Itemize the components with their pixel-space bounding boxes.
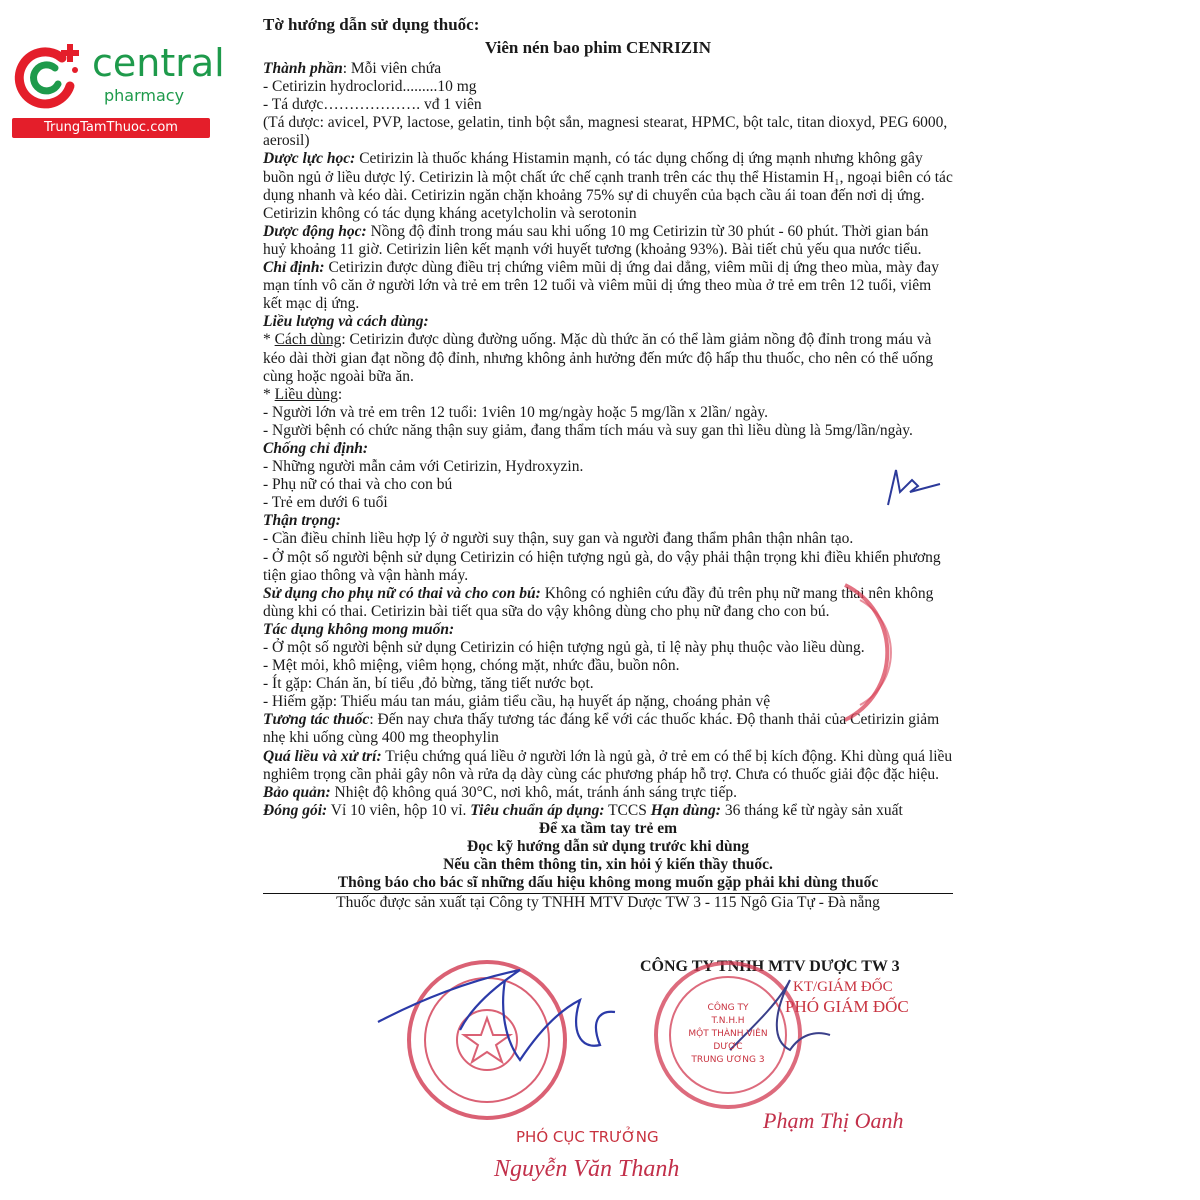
- lieu-dung-colon: :: [337, 385, 343, 403]
- bao-quan-text: Nhiệt độ không quá 30°C, nơi khô, mát, tránh ánh sáng trực tiếp.: [330, 783, 737, 801]
- section-dong-goi: [263, 802, 953, 820]
- cach-dung-prefix: *: [263, 331, 275, 349]
- section-lieu-dung: [263, 386, 953, 404]
- bao-quan-label: Bảo quản:: [263, 783, 331, 801]
- dong-goi-label: Đóng gói:: [263, 801, 328, 819]
- chong-chi-dinh-label: Chống chỉ định:: [263, 439, 369, 457]
- section-tuong-tac: [263, 711, 953, 747]
- side-effect-line: - Hiếm gặp: Thiếu máu tan máu, giảm tiểu cầu, hạ huyết áp nặng, choáng phản vệ: [263, 693, 771, 711]
- signature-area: [0, 940, 1200, 1200]
- section-duoc-luc: [263, 150, 953, 222]
- tieu-chuan-label: Tiêu chuẩn áp dụng:: [470, 801, 605, 819]
- kt-director-title: KT/GIÁM ĐỐC: [793, 979, 893, 995]
- caution-line: - Cần điều chỉnh liều hợp lý ở người suy thận, suy gan và người đang thẩm phân thận nhân tạo.: [263, 530, 854, 548]
- excipients-line: (Tá dược: avicel, PVP, lactose, gelatin, tinh bột sắn, magnesi stearat, HPMC, bột talc, titan dioxyd, PEG 6000, aerosil): [263, 114, 948, 150]
- ingredient-line: - Cetirizin hydroclorid.........10 mg: [263, 78, 477, 96]
- dong-goi-text: Vỉ 10 viên, hộp 10 vỉ.: [327, 801, 471, 819]
- chi-dinh-text: Cetirizin được dùng điều trị chứng viêm mũi dị ứng dai dẳng, viêm mũi dị ứng theo mùa, mày đay mạn tính vô căn ở người lớn và trẻ em trên 12 tuổi và viêm mũi dị ứng theo mùa ở trẻ em trên 12 tuổi, viêm kết mạc dị ứng.: [263, 259, 939, 313]
- brand-url[interactable]: TrungTamThuoc.com: [12, 118, 210, 138]
- lieu-luong-label: Liều lượng và cách dùng:: [263, 313, 429, 331]
- signatory-name-right: Phạm Thị Oanh: [763, 1108, 904, 1133]
- qua-lieu-text: Triệu chứng quá liều ở người lớn là ngủ gà, ở trẻ em có thể bị kích động. Khi dùng quá liều nghiêm trọng cần phải gây nôn và rửa dạ dày cùng các phương pháp hỗ trợ. Chưa có thuốc giải độc đặc hiệu.: [263, 747, 953, 783]
- lieu-dung-label: Liều dùng: [274, 385, 338, 403]
- side-effect-line: - Mệt mỏi, khô miệng, viêm họng, chóng mặt, nhức đầu, buồn nôn.: [263, 657, 680, 675]
- lieu-dung-prefix: *: [263, 385, 275, 403]
- thanh-phan-text: : Mỗi viên chứa: [342, 60, 442, 77]
- contraindication-line: - Phụ nữ có thai và cho con bú: [263, 476, 453, 494]
- footer-manufacturer: Thuốc được sản xuất tại Công ty TNHH MTV Dược TW 3 - 115 Ngô Gia Tự - Đà nẵng: [336, 894, 880, 912]
- product-title: Viên nén bao phim CENRIZIN: [484, 38, 712, 57]
- tac-dung-label: Tác dụng không mong muốn:: [263, 620, 455, 638]
- footer-read-guide: Đọc kỹ hướng dẫn sử dụng trước khi dùng: [467, 838, 749, 856]
- cach-dung-text: : Cetirizin được dùng đường uống. Mặc dù thức ăn có thể làm giảm nồng độ đỉnh trong máu và kéo dài thời gian đạt nồng độ đỉnh, nhưng không ảnh hưởng đến mức độ hấp thu thuốc, cho nên có thể uống cùng hoặc ngoài bữa ăn.: [263, 331, 934, 385]
- section-bao-quan: [263, 784, 953, 802]
- contraindication-line: - Trẻ em dưới 6 tuổi: [263, 494, 388, 512]
- section-qua-lieu: [263, 748, 953, 784]
- footer-notify-doctor: Thông báo cho bác sĩ những dấu hiệu không mong muốn gặp phải khi dùng thuốc: [263, 874, 953, 894]
- duoc-dong-label: Dược động học:: [263, 222, 367, 240]
- duoc-luc-label: Dược lực học:: [263, 150, 356, 168]
- cach-dung-label: Cách dùng: [274, 331, 342, 349]
- caution-line: - Ở một số người bệnh sử dụng Cetirizin có hiện tượng ngủ gà, do vậy phải thận trọng khi điều khiển phương tiện giao thông và vận hành máy.: [263, 548, 941, 584]
- duoc-luc-text: Cetirizin là thuốc kháng Histamin mạnh, có tác dụng chống dị ứng mạnh nhưng không gây buồn ngủ ở liều dược lý. Cetirizin là một chất ức chế cạnh tranh trên các thụ thể Histamin H₁, ngoại biên có tác dụng nhanh và kéo dài. Cetirizin ngăn chặn khoảng 75% sự di chuyển của bạch cầu ái toan đến nơi dị ứng. Cetirizin không có tác dụng kháng acetylcholin và serotonin: [263, 150, 953, 222]
- deputy-head-title: PHÓ CỤC TRƯỞNG: [516, 1128, 659, 1146]
- tuong-tac-label: Tương tác thuốc: [263, 711, 370, 729]
- company-name: CÔNG TY TNHH MTV DƯỢC TW 3: [640, 958, 900, 975]
- side-effect-line: - Ở một số người bệnh sử dụng Cetirizin có hiện tượng ngủ gà, tỉ lệ này phụ thuộc vào liều dùng.: [263, 639, 865, 656]
- thanh-phan-label: Thành phần: [263, 60, 343, 77]
- right-stamp-text: CÔNG TY T.N.H.H MỘT THÀNH VIÊN DƯỢC TRUNG ƯƠNG 3: [688, 1003, 768, 1065]
- section-pregnancy: [263, 585, 953, 621]
- section-thanh-phan: [263, 60, 953, 78]
- than-trong-label: Thận trọng:: [263, 512, 341, 530]
- ingredient-line: - Tá dược………………. vđ 1 viên: [263, 96, 482, 114]
- deputy-director-title: PHÓ GIÁM ĐỐC: [785, 997, 909, 1016]
- leaflet-heading: Tờ hướng dẫn sử dụng thuốc:: [263, 15, 480, 34]
- su-dung-text: Không có nghiên cứu đầy đủ trên phụ nữ mang thai nên không dùng khi có thai. Cetirizin bài tiết qua sữa do vậy không dùng cho phụ nữ đang cho con bú.: [263, 584, 934, 620]
- dosage-line: - Người lớn và trẻ em trên 12 tuổi: 1viên 10 mg/ngày hoặc 5 mg/lần x 2lần/ ngày.: [263, 403, 769, 421]
- brand-name: central: [92, 41, 225, 85]
- side-effect-line: - Ít gặp: Chán ăn, bí tiểu ,đỏ bừng, tăng tiết nước bọt.: [263, 675, 594, 693]
- central-pharmacy-logo-icon: [12, 40, 84, 112]
- footer-warning: Để xa tầm tay trẻ em: [538, 819, 678, 837]
- brand-subtitle: pharmacy: [104, 86, 185, 105]
- left-official-stamp: [409, 962, 565, 1118]
- signatory-name-left: Nguyễn Văn Thanh: [494, 1156, 680, 1182]
- contraindication-line: - Những người mẫn cảm với Cetirizin, Hydroxyzin.: [263, 458, 584, 476]
- brand-logo[interactable]: [12, 36, 225, 136]
- section-duoc-dong: [263, 223, 953, 259]
- han-dung-text: 36 tháng kể từ ngày sản xuất: [720, 801, 903, 819]
- duoc-dong-text: Nồng độ đỉnh trong máu sau khi uống 10 mg Cetirizin từ 30 phút - 60 phút. Thời gian bán huỷ khoảng 11 giờ. Cetirizin liên kết mạnh với huyết tương (khoảng 93%). Bài tiết chủ yếu qua nước tiểu.: [263, 222, 929, 258]
- qua-lieu-label: Quá liều và xử trí:: [263, 747, 382, 765]
- footer-more-info: Nếu cần thêm thông tin, xin hỏi ý kiến thầy thuốc.: [443, 856, 773, 874]
- chi-dinh-label: Chỉ định:: [263, 259, 325, 277]
- leaflet-text: [263, 14, 953, 912]
- tieu-chuan-text: TCCS: [604, 801, 651, 819]
- su-dung-label: Sử dụng cho phụ nữ có thai và cho con bú:: [263, 584, 541, 602]
- tuong-tac-text: : Đến nay chưa thấy tương tác đáng kể với các thuốc khác. Độ thanh thải của Cetirizin giảm nhẹ khi uống cùng 400 mg theophylin: [263, 711, 940, 747]
- section-chi-dinh: [263, 259, 953, 313]
- han-dung-label: Hạn dùng:: [650, 801, 721, 819]
- dosage-line: - Người bệnh có chức năng thận suy giảm, đang thẩm tích máu và suy gan thì liều dùng là 5mg/lần/ngày.: [263, 421, 913, 439]
- section-cach-dung: [263, 331, 953, 385]
